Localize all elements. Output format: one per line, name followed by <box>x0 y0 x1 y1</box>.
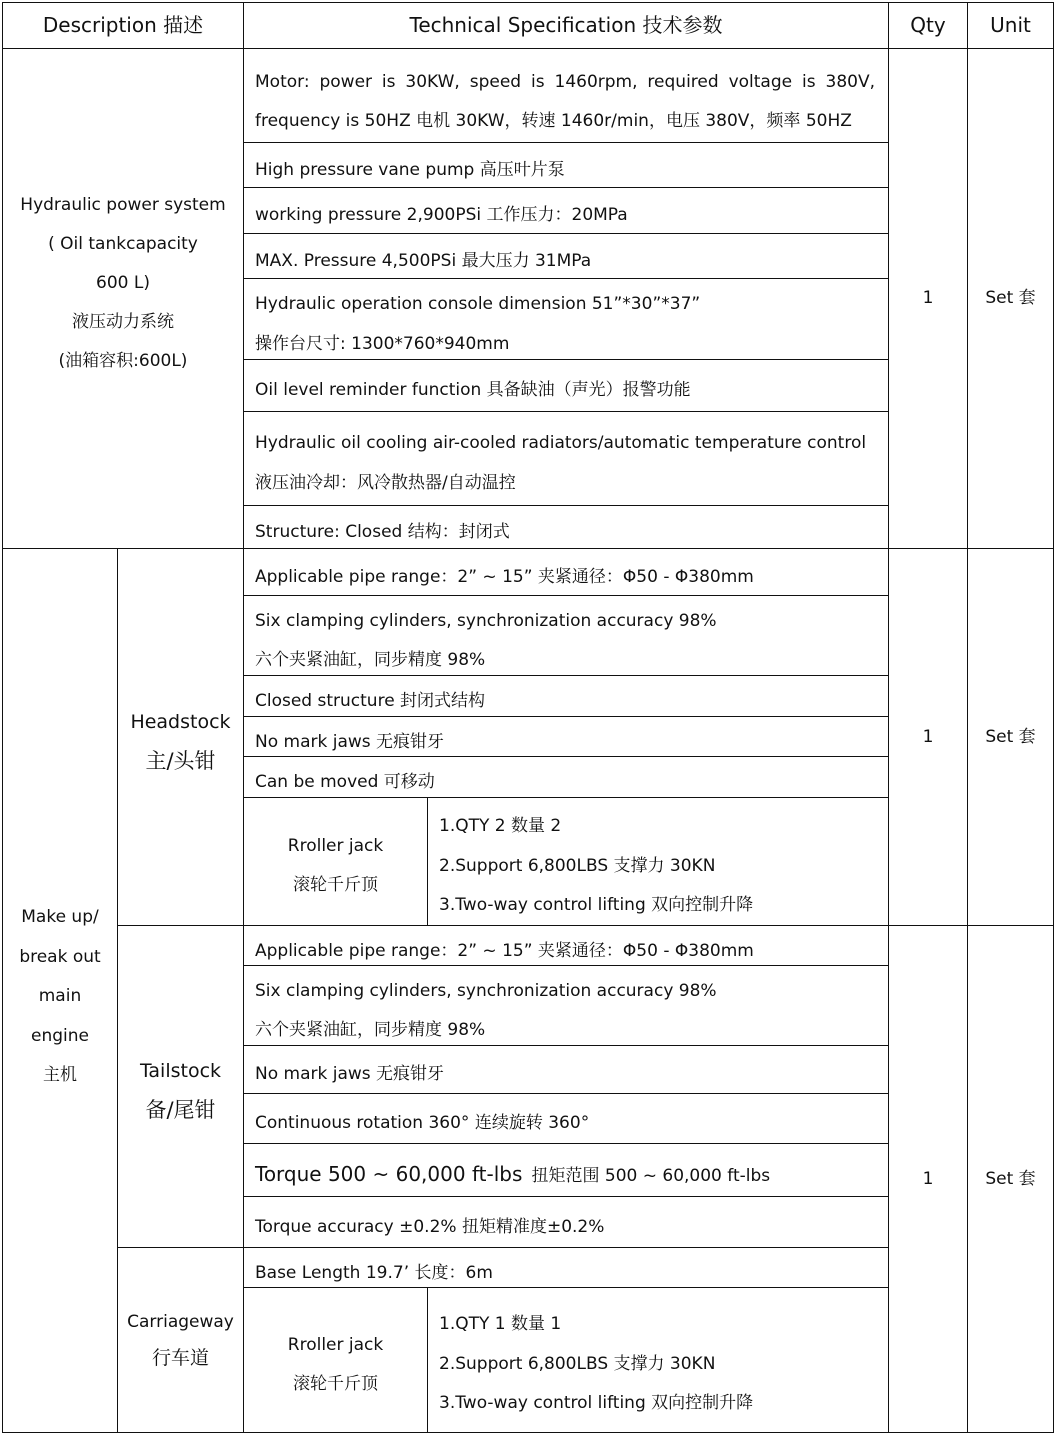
spec-cooling-line1: Hydraulic oil cooling air-cooled radiators/automatic temperature control <box>255 433 867 453</box>
desc-line: Hydraulic power system <box>20 195 226 215</box>
tailstock-rotation: Continuous rotation 360° 连续旋转 360° <box>255 1113 590 1133</box>
header-technical: Technical Specification 技术参数 <box>409 13 723 37</box>
name-line: Carriageway <box>127 1312 234 1332</box>
carriageway-jack-name <box>244 1326 427 1404</box>
row-divider <box>244 595 888 596</box>
tailstock-pipe-range: Applicable pipe range：2” ~ 15” 夹紧通径：Φ50 - Φ380mm <box>255 941 754 961</box>
tailstock-torque-range <box>255 1161 770 1189</box>
desc-line: engine <box>31 1025 89 1046</box>
row-divider <box>244 675 888 676</box>
spec-structure: Structure: Closed 结构：封闭式 <box>255 522 510 542</box>
desc-line: main <box>38 986 82 1006</box>
row-divider <box>244 359 888 360</box>
hydraulic-unit: Set 套 <box>985 288 1036 308</box>
desc-line: (油箱容积:600L) <box>58 351 188 371</box>
tailstock-torque-accuracy: Torque accuracy ±0.2% 扭矩精准度±0.2% <box>255 1217 605 1237</box>
header-description: Description 描述 <box>42 13 204 37</box>
row-divider <box>244 1045 888 1046</box>
spec-cooling-line2: 液压油冷却：风冷散热器/自动温控 <box>255 473 516 493</box>
desc-line: 600 L) <box>96 273 150 293</box>
headstock-jack-name <box>244 827 427 905</box>
col-divider-desc <box>243 2 244 1433</box>
spec-vane-pump: High pressure vane pump 高压叶片泵 <box>255 160 565 180</box>
headstock-jaws: No mark jaws 无痕钳牙 <box>255 732 445 752</box>
desc-line: 主机 <box>43 1065 77 1085</box>
jack-spec-line: 3.Two-way control lifting 双向控制升降 <box>439 895 754 915</box>
headstock-jack-specs <box>439 807 753 926</box>
row-divider <box>244 756 888 757</box>
tailstock-name <box>118 1052 243 1130</box>
border-bottom <box>2 1432 1054 1433</box>
jack-col-divider <box>427 1287 428 1433</box>
headstock-cylinders-line1: Six clamping cylinders, synchronization accuracy 98% <box>255 611 717 631</box>
row-divider <box>244 411 888 412</box>
name-line: 行车道 <box>151 1347 209 1369</box>
name-line: 主/头钳 <box>145 749 216 773</box>
hydraulic-qty: 1 <box>922 288 934 308</box>
tailstock-unit: Set 套 <box>985 1168 1036 1189</box>
name-line: 备/尾钳 <box>145 1098 216 1122</box>
row-divider <box>244 142 888 143</box>
spec-motor-line1: Motor: power is 30KW, speed is 1460rpm, required voltage is 380V, <box>255 72 875 92</box>
jack-spec-line: 2.Support 6,800LBS 支撑力 30KN <box>439 1353 716 1374</box>
row-divider <box>244 1287 888 1288</box>
jack-name-line: Rroller jack <box>287 1335 384 1355</box>
headstock-moved: Can be moved 可移动 <box>255 772 435 792</box>
headstock-unit: Set 套 <box>985 726 1036 747</box>
row-divider <box>244 1093 888 1094</box>
border-right <box>1053 2 1054 1433</box>
headstock-closed: Closed structure 封闭式结构 <box>255 691 486 711</box>
row-divider <box>244 278 888 279</box>
jack-spec-line: 3.Two-way control lifting 双向控制升降 <box>439 1393 754 1413</box>
carriageway-base-length: Base Length 19.7’ 长度：6m <box>255 1263 493 1283</box>
jack-spec-line: 1.QTY 2 数量 2 <box>439 816 562 836</box>
row-divider <box>244 1196 888 1197</box>
row-divider <box>244 187 888 188</box>
header-qty: Qty <box>910 13 946 37</box>
torque-range-en: Torque 500 ~ 60,000 ft-lbs <box>255 1162 523 1186</box>
jack-name-line: Rroller jack <box>287 836 384 856</box>
carriageway-jack-specs <box>439 1305 753 1424</box>
jack-spec-line: 2.Support 6,800LBS 支撑力 30KN <box>439 855 716 876</box>
spec-working-pressure: working pressure 2,900PSi 工作压力：20MPa <box>255 205 628 225</box>
jack-name-line: 滚轮千斤顶 <box>293 875 378 895</box>
tailstock-bottom <box>117 1247 889 1248</box>
header-unit: Unit <box>990 13 1031 37</box>
desc-line: Make up/ <box>21 907 99 927</box>
hydraulic-description <box>3 186 243 381</box>
desc-line: ( Oil tankcapacity <box>48 234 198 254</box>
headstock-pipe-range: Applicable pipe range：2” ~ 15” 夹紧通径：Φ50 - Φ380mm <box>255 567 754 587</box>
spec-oil-level: Oil level reminder function 具备缺油（声光）报警功能 <box>255 380 691 400</box>
spec-motor-line2: frequency is 50HZ 电机 30KW，转速 1460r/min，电压 380V，频率 50HZ <box>255 111 852 131</box>
spec-console-line1: Hydraulic operation console dimension 51”*30”*37” <box>255 294 701 314</box>
desc-line: break out <box>19 946 101 967</box>
spec-console-line2: 操作台尺寸: 1300*760*940mm <box>255 334 510 354</box>
jack-col-divider <box>427 797 428 925</box>
row-divider <box>244 1143 888 1144</box>
row-divider <box>244 797 888 798</box>
name-line: Headstock <box>130 711 231 733</box>
jack-spec-line: 1.QTY 1 数量 1 <box>439 1314 562 1334</box>
headstock-cylinders-line2: 六个夹紧油缸，同步精度 98% <box>255 650 486 670</box>
desc-line: 液压动力系统 <box>72 312 174 332</box>
headstock-qty: 1 <box>922 726 934 747</box>
row-divider <box>244 716 888 717</box>
name-line: Tailstock <box>139 1060 222 1082</box>
row-divider <box>244 505 888 506</box>
row-divider <box>244 965 888 966</box>
headstock-name <box>118 703 243 781</box>
main-engine-description <box>3 898 117 1096</box>
torque-range-cn: 扭矩范围 500 ~ 60,000 ft-lbs <box>531 1166 771 1186</box>
tailstock-jaws: No mark jaws 无痕钳牙 <box>255 1064 445 1084</box>
tailstock-qty: 1 <box>922 1168 934 1189</box>
carriageway-name <box>118 1304 243 1376</box>
subcol-divider <box>117 548 118 1433</box>
tailstock-cylinders-line2: 六个夹紧油缸，同步精度 98% <box>255 1020 486 1040</box>
row-divider <box>244 233 888 234</box>
spec-max-pressure: MAX. Pressure 4,500PSi 最大压力 31MPa <box>255 251 592 271</box>
tailstock-cylinders-line1: Six clamping cylinders, synchronization accuracy 98% <box>255 981 717 1001</box>
jack-name-line: 滚轮千斤顶 <box>293 1374 378 1394</box>
